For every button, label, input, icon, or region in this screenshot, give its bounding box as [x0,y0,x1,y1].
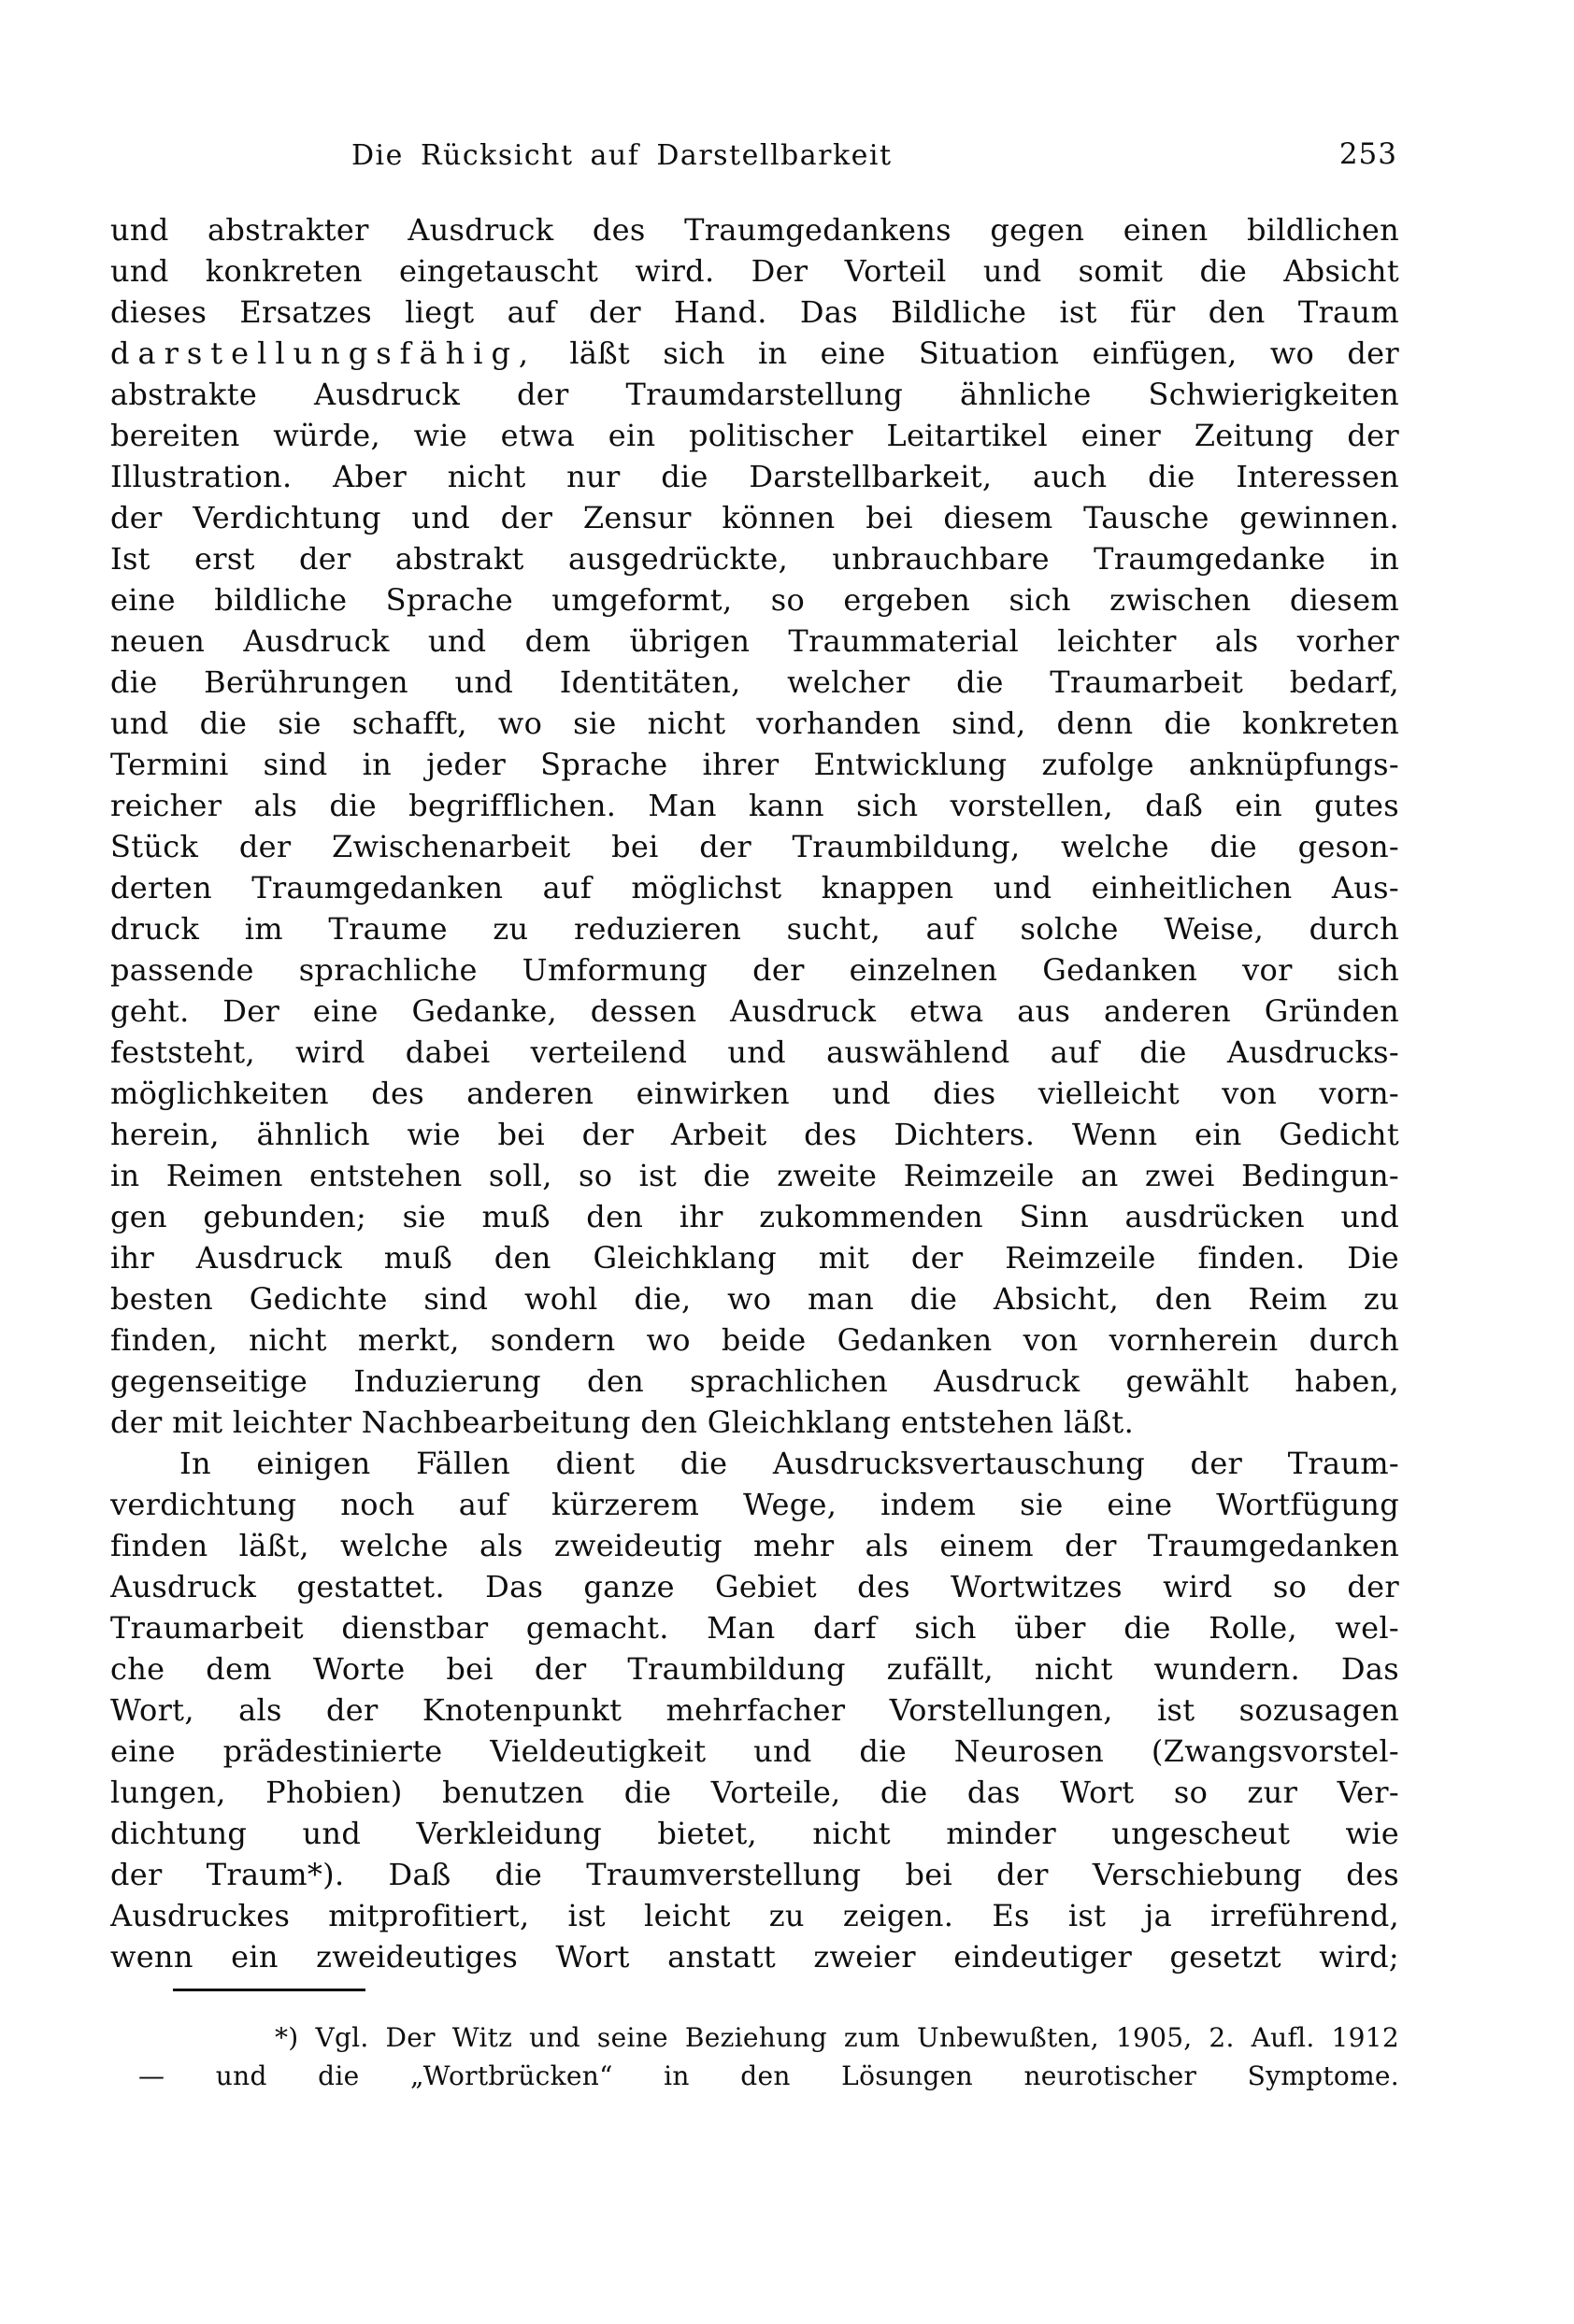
text-line: und die sie schafft, wo sie nicht vorhanden sind, denn die konkreten [110,706,1399,741]
footnote-divider [173,1989,365,1991]
text-line: ihr Ausdruck muß den Gleichklang mit der Reimzeile finden. Die [110,1240,1399,1276]
text-line: der Verdichtung und der Zensur können bei diesem Tausche gewinnen. [110,500,1399,535]
text-line: Traumarbeit dienstbar gemacht. Man darf sich über die Rolle, wel- [110,1610,1399,1646]
page-header-title: Die Rücksicht auf Darstellbarkeit [351,139,893,172]
text-line: der mit leichter Nachbearbeitung den Gleichklang entstehen läßt. [110,1404,1135,1440]
text-line: che dem Worte bei der Traumbildung zufällt, nicht wundern. Das [110,1651,1399,1687]
text-line: und abstrakter Ausdruck des Traumgedankens gegen einen bildlichen [110,212,1399,248]
text-line: der Traum*). Daß die Traumverstellung bei der Verschiebung des [110,1857,1399,1892]
text-line: die Berührungen und Identitäten, welcher die Traumarbeit bedarf, [110,664,1399,700]
text-line: lungen, Phobien) benutzen die Vorteile, die das Wort so zur Ver- [110,1775,1399,1810]
text-segment: läßt sich in eine Situation einfügen, wo der [537,335,1399,371]
footnote-block [138,2018,1399,2095]
text-line [110,333,1399,374]
text-line: finden läßt, welche als zweideutig mehr als einem der Traumgedanken [110,1528,1399,1563]
text-line: — und die „Wortbrücken“ in den Lösungen neurotischer Symptome. [138,2060,1399,2091]
text-line: gen gebunden; sie muß den ihr zukommenden Sinn ausdrücken und [110,1199,1399,1234]
letterspaced-emphasis: darstellungsfähig, [110,335,537,371]
text-line: Termini sind in jeder Sprache ihrer Entwicklung zufolge anknüpfungs- [110,747,1399,782]
text-line: passende sprachliche Umformung der einzelnen Gedanken vor sich [110,952,1399,988]
text-line: dieses Ersatzes liegt auf der Hand. Das Bildliche ist für den Traum [110,294,1399,330]
text-line: verdichtung noch auf kürzerem Wege, indem sie eine Wortfügung [110,1487,1399,1522]
text-line: dichtung und Verkleidung bietet, nicht minder ungescheut wie [110,1816,1399,1851]
text-line: Ausdruck gestattet. Das ganze Gebiet des Wortwitzes wird so der [110,1569,1399,1604]
text-line: Illustration. Aber nicht nur die Darstellbarkeit, auch die Interessen [110,459,1399,494]
running-head [110,136,1399,176]
text-line: neuen Ausdruck und dem übrigen Traummaterial leichter als vorher [110,623,1399,659]
text-line: und konkreten eingetauscht wird. Der Vorteil und somit die Absicht [110,253,1399,289]
text-line: finden, nicht merkt, sondern wo beide Gedanken von vornherein durch [110,1322,1399,1358]
body-text-block [110,209,1399,1977]
text-line: Stück der Zwischenarbeit bei der Traumbildung, welche die geson- [110,829,1399,864]
text-line: gegenseitige Induzierung den sprachlichen Ausdruck gewählt haben, [110,1363,1399,1399]
page-number: 253 [1338,137,1397,171]
text-line: möglichkeiten des anderen einwirken und dies vielleicht von vorn- [110,1076,1399,1111]
text-line: feststeht, wird dabei verteilend und auswählend auf die Ausdrucks- [110,1034,1399,1070]
text-line: herein, ähnlich wie bei der Arbeit des Dichters. Wenn ein Gedicht [110,1117,1399,1152]
text-line: in Reimen entstehen soll, so ist die zweite Reimzeile an zwei Bedingun- [110,1158,1399,1193]
text-line: In einigen Fällen dient die Ausdrucksvertauschung der Traum- [179,1446,1399,1481]
text-line: eine bildliche Sprache umgeformt, so ergeben sich zwischen diesem [110,582,1399,618]
text-line: Ausdruckes mitprofitiert, ist leicht zu zeigen. Es ist ja irreführend, [110,1898,1399,1933]
text-line: geht. Der eine Gedanke, dessen Ausdruck etwa aus anderen Gründen [110,993,1399,1029]
text-line: abstrakte Ausdruck der Traumdarstellung ähnliche Schwierigkeiten [110,377,1399,412]
text-line: *) Vgl. Der Witz und seine Beziehung zum Unbewußten, 1905, 2. Aufl. 1912 [275,2022,1399,2053]
text-line: druck im Traume zu reduzieren sucht, auf solche Weise, durch [110,911,1399,947]
text-line: Wort, als der Knotenpunkt mehrfacher Vorstellungen, ist sozusagen [110,1692,1399,1728]
text-line: wenn ein zweideutiges Wort anstatt zweier eindeutiger gesetzt wird; [110,1939,1399,1975]
text-line: reicher als die begrifflichen. Man kann sich vorstellen, daß ein gutes [110,788,1399,823]
text-line: bereiten würde, wie etwa ein politischer Leitartikel einer Zeitung der [110,418,1399,453]
text-line: eine prädestinierte Vieldeutigkeit und die Neurosen (Zwangsvorstel- [110,1733,1399,1769]
text-line: derten Traumgedanken auf möglichst knappen und einheitlichen Aus- [110,870,1399,905]
text-line: Ist erst der abstrakt ausgedrückte, unbrauchbare Traumgedanke in [110,541,1399,577]
text-line: besten Gedichte sind wohl die, wo man die Absicht, den Reim zu [110,1281,1399,1317]
